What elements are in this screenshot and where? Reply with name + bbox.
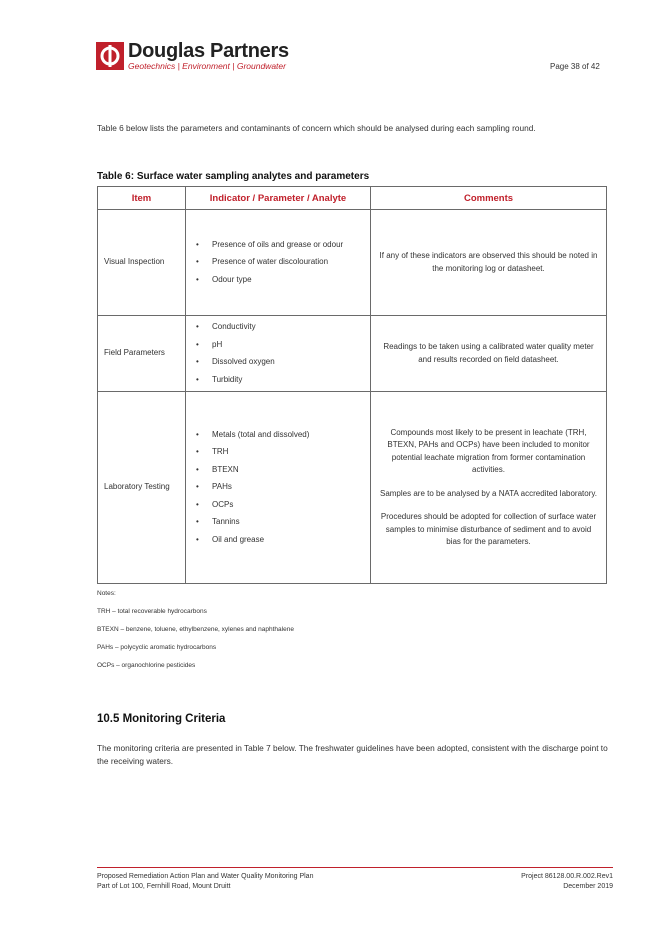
table-row	[98, 392, 607, 584]
indicator-item: • Tannins	[212, 516, 370, 529]
table-row	[98, 316, 607, 392]
row-item: Laboratory Testing	[98, 392, 186, 584]
comment-text: Compounds most likely to be present in leachate (TRH, BTEXN, PAHs and OCPs) have been included to monitor potential leachate migration from former contamination activities.	[387, 427, 590, 474]
intro-paragraph: Table 6 below lists the parameters and contaminants of concern which should be analysed during each sampling round.	[97, 123, 536, 133]
footer-left-line2: Part of Lot 100, Fernhill Road, Mount Druitt	[97, 883, 231, 890]
comment-text: Procedures should be adopted for collection of surface water samples to minimise disturbance of sediment and to avoid bias for the parameters.	[380, 512, 597, 546]
table-caption: Table 6: Surface water sampling analytes and parameters	[97, 171, 370, 182]
row-comments	[371, 210, 607, 316]
section-body: The monitoring criteria are presented in Table 7 below. The freshwater guidelines have been adopted, consistent with the discharge point to the receiving waters.	[97, 743, 608, 766]
table-header-row	[98, 187, 607, 210]
indicator-item: • Turbidity	[212, 374, 370, 387]
page-number: Page 38 of 42	[550, 62, 600, 71]
header-comments: Comments	[371, 187, 607, 210]
section-heading: 10.5 Monitoring Criteria	[97, 713, 226, 725]
footer-right-line2: December 2019	[563, 883, 613, 890]
row-item: Visual Inspection	[98, 210, 186, 316]
note-line: TRH – total recoverable hydrocarbons	[97, 608, 207, 615]
header-item: Item	[98, 187, 186, 210]
indicator-item: • Presence of water discolouration	[212, 256, 370, 269]
brand-tagline: Geotechnics | Environment | Groundwater	[128, 61, 286, 71]
indicator-item: • Dissolved oxygen	[212, 356, 370, 369]
note-line: OCPs – organochlorine pesticides	[97, 662, 196, 669]
row-comments	[371, 392, 607, 584]
footer-divider	[97, 867, 613, 868]
row-comments	[371, 316, 607, 392]
header-indicator: Indicator / Parameter / Analyte	[186, 187, 371, 210]
indicator-item: • Oil and grease	[212, 534, 370, 547]
indicator-item: • OCPs	[212, 499, 370, 512]
indicator-item: • PAHs	[212, 481, 370, 494]
comment-text: Readings to be taken using a calibrated water quality meter and results recorded on field datasheet.	[383, 342, 594, 364]
indicator-item: • Odour type	[212, 274, 370, 287]
indicator-item: • Metals (total and dissolved)	[212, 429, 370, 442]
notes-heading: Notes:	[97, 590, 116, 597]
note-line: PAHs – polycyclic aromatic hydrocarbons	[97, 644, 217, 651]
row-indicators	[186, 316, 371, 392]
brand-name: Douglas Partners	[128, 40, 289, 62]
table-row	[98, 210, 607, 316]
indicator-item: • BTEXN	[212, 464, 370, 477]
company-logo-mark	[96, 42, 124, 70]
note-line: BTEXN – benzene, toluene, ethylbenzene, xylenes and naphthalene	[97, 626, 294, 633]
indicator-item: • TRH	[212, 446, 370, 459]
row-indicators	[186, 210, 371, 316]
indicator-item: • Conductivity	[212, 321, 370, 334]
indicator-item: • pH	[212, 339, 370, 352]
row-indicators	[186, 392, 371, 584]
indicator-item: • Presence of oils and grease or odour	[212, 239, 370, 252]
sampling-table	[97, 186, 607, 584]
comment-text: Samples are to be analysed by a NATA accredited laboratory.	[379, 488, 597, 498]
footer-right-line1: Project 86128.00.R.002.Rev1	[521, 873, 613, 880]
row-item: Field Parameters	[98, 316, 186, 392]
footer-left-line1: Proposed Remediation Action Plan and Water Quality Monitoring Plan	[97, 873, 314, 880]
comment-text: If any of these indicators are observed this should be noted in the monitoring log or datasheet.	[379, 251, 598, 273]
